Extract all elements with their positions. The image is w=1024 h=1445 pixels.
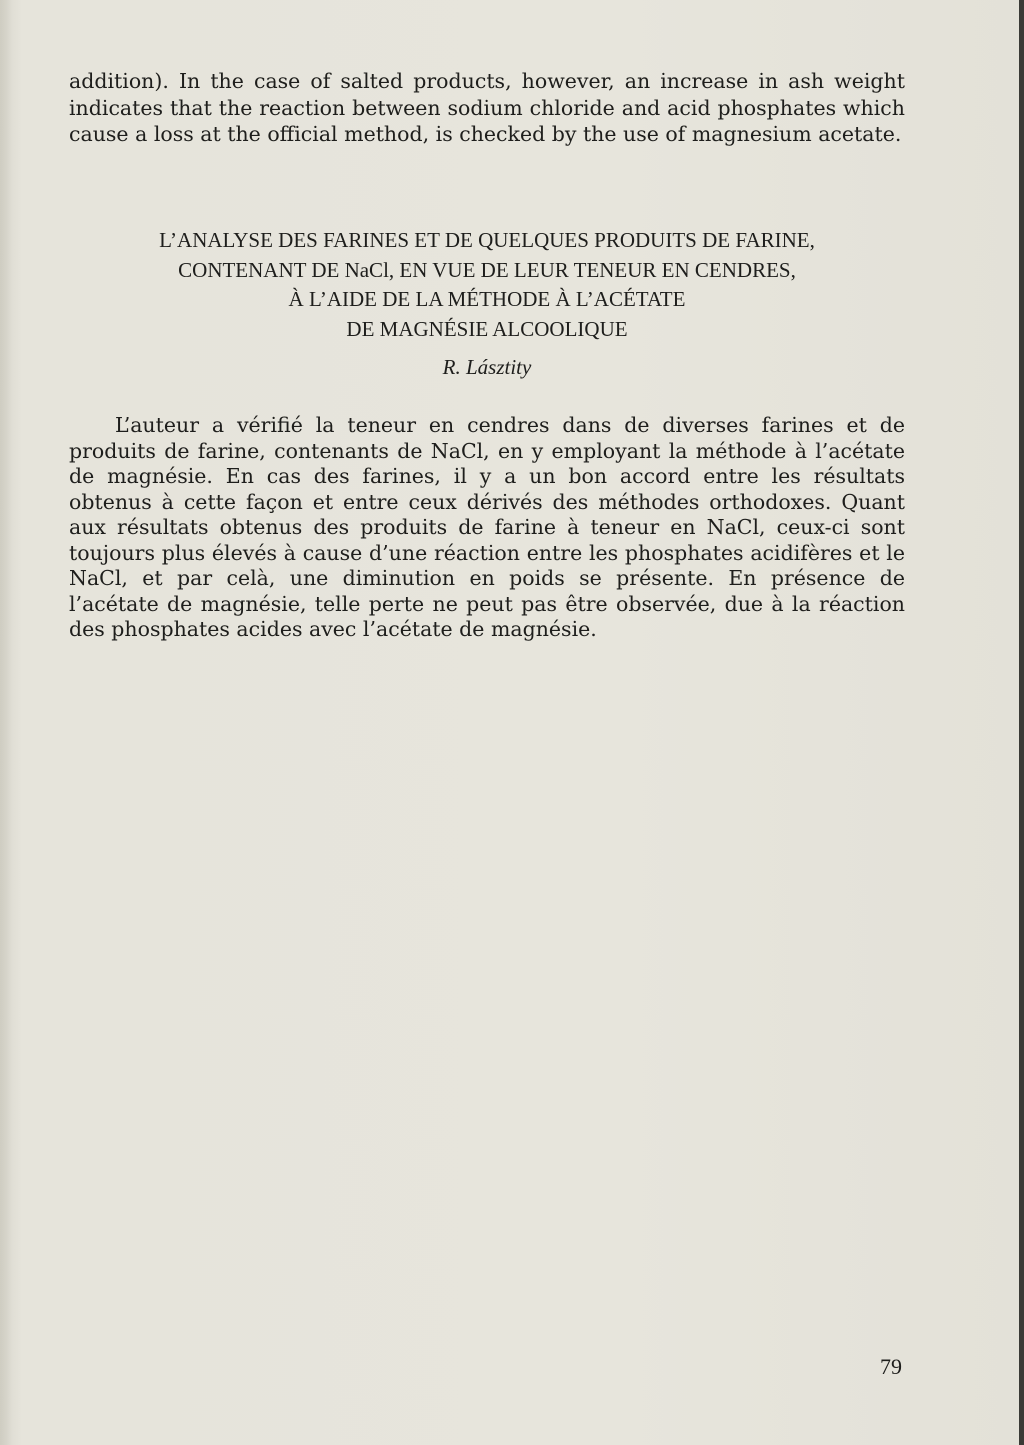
continuation-paragraph: addition). In the case of salted products, however, an increase in ash weight indicates that the reaction between sodium chloride and acid phosphates which cause a loss at the official method, is checked by the use of magnesium acetate. (69, 69, 905, 146)
page-edge (1019, 0, 1024, 1445)
page-binding-shadow (0, 0, 12, 1445)
article-title-line: À L’AIDE DE LA MÉTHODE À L’ACÉTATE (288, 287, 686, 311)
article-abstract: L’auteur a vérifié la teneur en cendres dans de diverses farines et de produits de farine, contenants de NaCl, en y employant la méthode à l’acétate de magnésie. En cas des farines, il y a un bon accord entre les résultats obtenus à cette façon et entre ceux dérivés des méthodes orthodoxes. Quant aux résultats obtenus des produits de farine à teneur en NaCl, ceux-ci sont toujours plus élevés à cause d’une réaction entre les phosphates acidifères et le NaCl, et par celà, une diminution en poids se présente. En présence de l’acétate de magnésie, telle perte ne peut pas être observée, due à la réaction des phosphates acides avec l’acétate de magnésie. (69, 413, 905, 641)
article-author: R. Lásztity (442, 355, 532, 379)
article-title (69, 226, 905, 344)
article-title-line: DE MAGNÉSIE ALCOOLIQUE (346, 316, 628, 341)
article-title-line: L’ANALYSE DES FARINES ET DE QUELQUES PRODUITS DE FARINE, (159, 228, 815, 252)
page-number: 79 (880, 1354, 902, 1379)
article-title-line: CONTENANT DE NaCl, EN VUE DE LEUR TENEUR EN CENDRES, (178, 257, 796, 282)
